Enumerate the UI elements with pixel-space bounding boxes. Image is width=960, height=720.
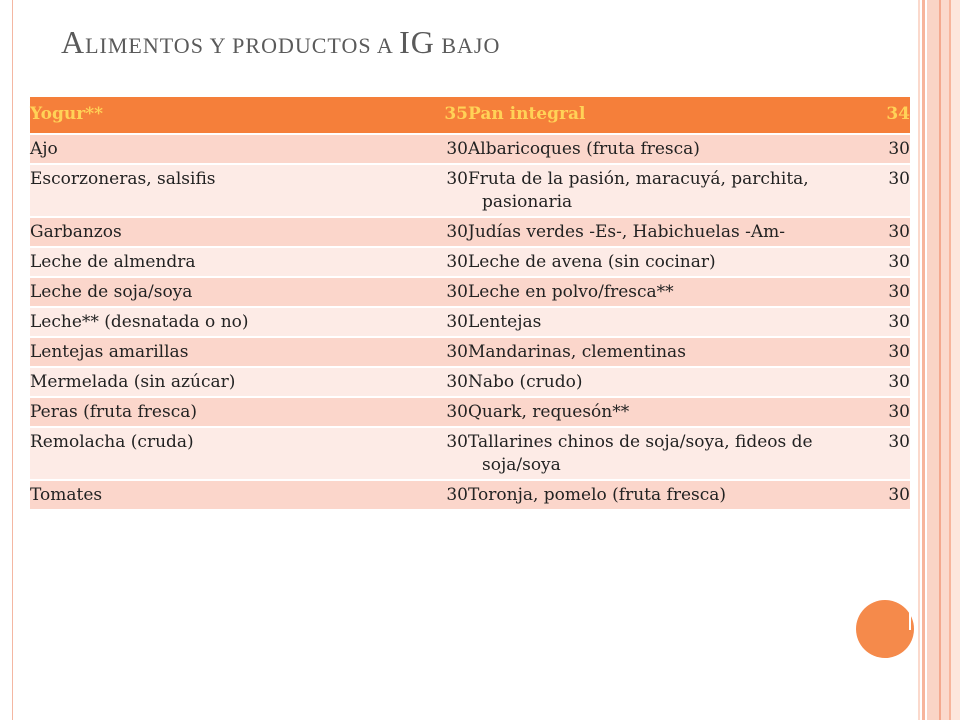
header-name-right: Pan integral: [468, 97, 880, 134]
ig-value-left: 30: [442, 397, 468, 427]
ig-value-right: 30: [880, 134, 910, 164]
ig-value-left: 30: [442, 247, 468, 277]
ig-table: [30, 97, 910, 511]
right-decorative-stripes: [918, 0, 960, 720]
table-row: [30, 397, 910, 427]
food-name-right: Nabo (crudo): [468, 367, 880, 397]
ig-value-right: 30: [880, 217, 910, 247]
left-border-line: [12, 0, 13, 720]
food-name-right: Fruta de la pasión, maracuyá, parchita, pasionaria: [468, 164, 880, 217]
ig-table-body: [30, 97, 910, 510]
food-name-right: Mandarinas, clementinas: [468, 337, 880, 367]
food-name-left: Remolacha (cruda): [30, 427, 442, 480]
ig-value-right: 30: [880, 337, 910, 367]
table-row: [30, 367, 910, 397]
header-ig-left: 35: [442, 97, 468, 134]
ig-value-left: 30: [442, 277, 468, 307]
food-name-left: Peras (fruta fresca): [30, 397, 442, 427]
ig-value-right: 30: [880, 164, 910, 217]
food-name-left: Leche de almendra: [30, 247, 442, 277]
ig-value-left: 30: [442, 367, 468, 397]
table-row: [30, 307, 910, 337]
header-name-left: Yogur**: [30, 97, 442, 134]
decorative-orange-circle: [856, 600, 914, 658]
ig-value-left: 30: [442, 164, 468, 217]
food-name-right: Lentejas: [468, 307, 880, 337]
food-name-right: Toronja, pomelo (fruta fresca): [468, 480, 880, 510]
ig-value-right: 30: [880, 367, 910, 397]
food-name-left: Leche de soja/soya: [30, 277, 442, 307]
food-name-right: Tallarines chinos de soja/soya, fideos de soja/soya: [468, 427, 880, 480]
food-name-right: Leche de avena (sin cocinar): [468, 247, 880, 277]
ig-value-left: 30: [442, 480, 468, 510]
ig-value-right: 30: [880, 397, 910, 427]
food-name-left: Tomates: [30, 480, 442, 510]
table-row: [30, 134, 910, 164]
table-row: [30, 164, 910, 217]
food-name-right: Leche en polvo/fresca**: [468, 277, 880, 307]
ig-value-right: 30: [880, 277, 910, 307]
food-name-right: Judías verdes -Es-, Habichuelas -Am-: [468, 217, 880, 247]
food-name-left: Lentejas amarillas: [30, 337, 442, 367]
ig-value-left: 30: [442, 307, 468, 337]
food-name-left: Ajo: [30, 134, 442, 164]
title-small-caps-2: BAJO: [434, 33, 501, 58]
ig-value-left: 30: [442, 217, 468, 247]
title-initial-a: A: [61, 24, 86, 60]
slide-title: [61, 24, 500, 61]
table-row: [30, 480, 910, 510]
food-name-left: Escorzoneras, salsifis: [30, 164, 442, 217]
food-name-left: Garbanzos: [30, 217, 442, 247]
header-ig-right: 34: [880, 97, 910, 134]
table-row: [30, 337, 910, 367]
table-header-row: [30, 97, 910, 134]
ig-value-right: 30: [880, 427, 910, 480]
food-name-right: Quark, requesón**: [468, 397, 880, 427]
decorative-circle-line: [909, 604, 911, 630]
food-name-left: Leche** (desnatada o no): [30, 307, 442, 337]
title-small-caps-1: LIMENTOS Y PRODUCTOS A: [85, 33, 400, 58]
ig-value-right: 30: [880, 480, 910, 510]
ig-value-left: 30: [442, 337, 468, 367]
table-row: [30, 277, 910, 307]
title-ig: IG: [399, 24, 435, 60]
ig-value-right: 30: [880, 307, 910, 337]
ig-value-right: 30: [880, 247, 910, 277]
table-row: [30, 247, 910, 277]
food-name-right: Albaricoques (fruta fresca): [468, 134, 880, 164]
ig-value-left: 30: [442, 134, 468, 164]
table-row: [30, 217, 910, 247]
food-name-left: Mermelada (sin azúcar): [30, 367, 442, 397]
ig-value-left: 30: [442, 427, 468, 480]
table-row: [30, 427, 910, 480]
